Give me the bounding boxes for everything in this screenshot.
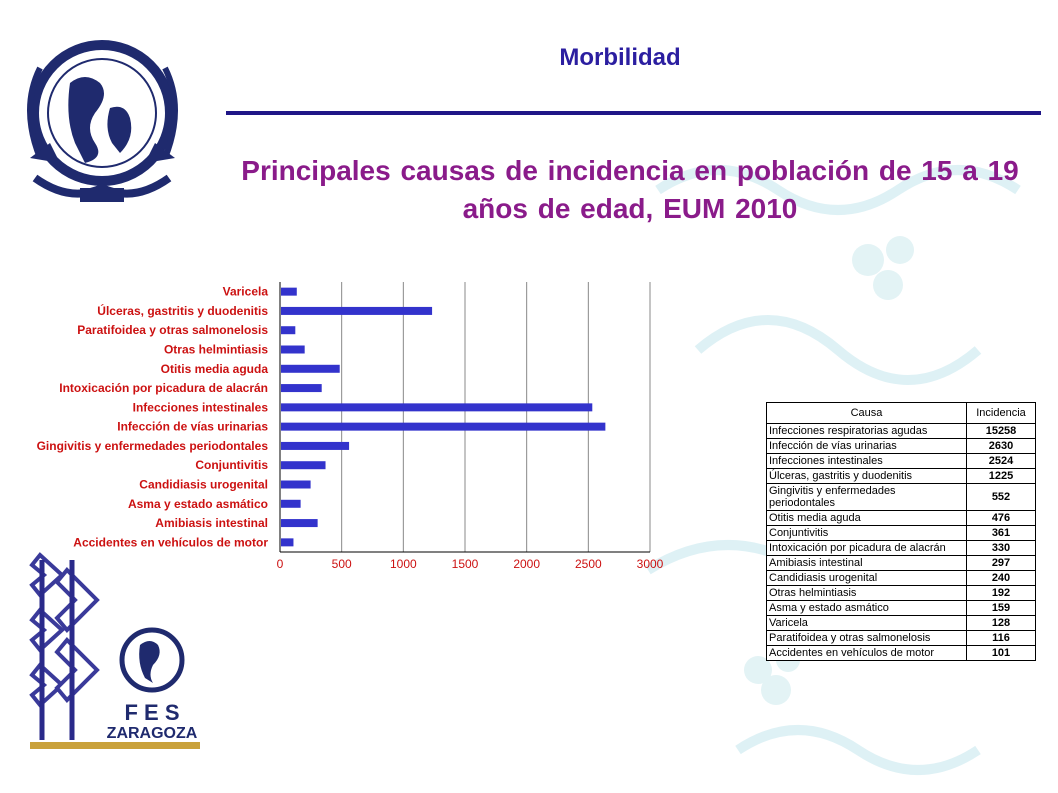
cause-cell: Amibiasis intestinal [767, 556, 967, 571]
table-row [767, 556, 1036, 571]
cause-cell: Infección de vías urinarias [767, 439, 967, 454]
x-tick-label: 0 [276, 557, 284, 571]
category-label: Varicela [222, 284, 268, 299]
bar [281, 538, 293, 546]
incidence-cell: 128 [967, 616, 1036, 631]
table-row [767, 631, 1036, 646]
category-label: Accidentes en vehículos de motor [73, 535, 268, 550]
table-row [767, 424, 1036, 439]
header-divider [226, 111, 1041, 115]
incidence-table [766, 402, 1036, 661]
category-label: Infecciones intestinales [132, 400, 268, 415]
incidence-cell: 159 [967, 601, 1036, 616]
bar [281, 481, 311, 489]
x-tick-label: 1000 [389, 557, 417, 571]
cause-cell: Infecciones intestinales [767, 454, 967, 469]
page-title: Principales causas de incidencia en población de 15 a 19 años de edad, EUM 2010 [241, 155, 1019, 224]
category-label: Intoxicación por picadura de alacrán [59, 381, 268, 396]
incidence-cell: 1225 [967, 469, 1036, 484]
category-label: Gingivitis y enfermedades periodontales [36, 438, 268, 453]
table-row [767, 541, 1036, 556]
bar [281, 403, 592, 411]
table-body [767, 424, 1036, 661]
bar [281, 442, 349, 450]
table-row [767, 526, 1036, 541]
bar [281, 326, 295, 334]
cause-cell: Infecciones respiratorias agudas [767, 424, 967, 439]
bar [281, 423, 605, 431]
table-row [767, 646, 1036, 661]
bar [281, 346, 305, 354]
zaragoza-label: ZARAGOZA [106, 725, 198, 742]
cause-cell: Accidentes en vehículos de motor [767, 646, 967, 661]
incidence-cell: 297 [967, 556, 1036, 571]
category-label: Candidiasis urogenital [139, 477, 268, 492]
bar [281, 384, 322, 392]
chart-grid [280, 282, 650, 552]
cause-cell: Candidiasis urogenital [767, 571, 967, 586]
incidence-cell: 330 [967, 541, 1036, 556]
cause-cell: Conjuntivitis [767, 526, 967, 541]
bar [281, 365, 340, 373]
column-header-cause: Causa [767, 403, 967, 424]
table-row [767, 601, 1036, 616]
category-label: Paratifoidea y otras salmonelosis [77, 323, 268, 338]
cause-cell: Gingivitis y enfermedades periodontales [767, 484, 967, 511]
header-title: Morbilidad [559, 44, 681, 71]
table-row [767, 484, 1036, 511]
cause-cell: Asma y estado asmático [767, 601, 967, 616]
x-tick-label: 2500 [574, 557, 602, 571]
category-label: Úlceras, gastritis y duodenitis [97, 303, 268, 318]
x-tick-label: 2000 [513, 557, 541, 571]
bar [281, 307, 432, 315]
cause-cell: Otitis media aguda [767, 511, 967, 526]
cause-cell: Otras helmintiasis [767, 586, 967, 601]
x-tick-label: 500 [331, 557, 352, 571]
table-row [767, 586, 1036, 601]
column-header-incidence: Incidencia [967, 403, 1036, 424]
table-row [767, 571, 1036, 586]
fes-label: F E S [124, 700, 180, 725]
chart-x-tick-labels [277, 557, 664, 571]
table-row [767, 511, 1036, 526]
category-label: Amibiasis intestinal [155, 516, 268, 531]
incidence-cell: 240 [967, 571, 1036, 586]
incidence-cell: 552 [967, 484, 1036, 511]
category-label: Conjuntivitis [195, 458, 268, 473]
category-label: Otitis media aguda [160, 361, 268, 376]
category-label: Otras helmintiasis [163, 342, 268, 357]
cause-cell: Varicela [767, 616, 967, 631]
incidence-cell: 2524 [967, 454, 1036, 469]
category-label: Infección de vías urinarias [117, 419, 268, 434]
cause-cell: Úlceras, gastritis y duodenitis [767, 469, 967, 484]
incidence-cell: 2630 [967, 439, 1036, 454]
table-row [767, 469, 1036, 484]
bar-chart [0, 270, 700, 580]
incidence-cell: 15258 [967, 424, 1036, 439]
incidence-cell: 116 [967, 631, 1036, 646]
cause-cell: Intoxicación por picadura de alacrán [767, 541, 967, 556]
incidence-cell: 361 [967, 526, 1036, 541]
bar [281, 500, 301, 508]
cause-cell: Paratifoidea y otras salmonelosis [767, 631, 967, 646]
table-row [767, 439, 1036, 454]
x-tick-label: 1500 [451, 557, 479, 571]
chart-bars [281, 288, 605, 547]
bar [281, 519, 318, 527]
bar [281, 461, 326, 469]
category-label: Asma y estado asmático [127, 496, 268, 511]
chart-category-labels [37, 285, 269, 550]
table-header-row [767, 403, 1036, 424]
table-row [767, 616, 1036, 631]
bar [281, 288, 297, 296]
incidence-cell: 192 [967, 586, 1036, 601]
unam-logo [10, 38, 195, 213]
incidence-cell: 476 [967, 511, 1036, 526]
x-tick-label: 3000 [636, 557, 664, 571]
incidence-cell: 101 [967, 646, 1036, 661]
table-row [767, 454, 1036, 469]
fes-zaragoza-logo [22, 550, 207, 760]
